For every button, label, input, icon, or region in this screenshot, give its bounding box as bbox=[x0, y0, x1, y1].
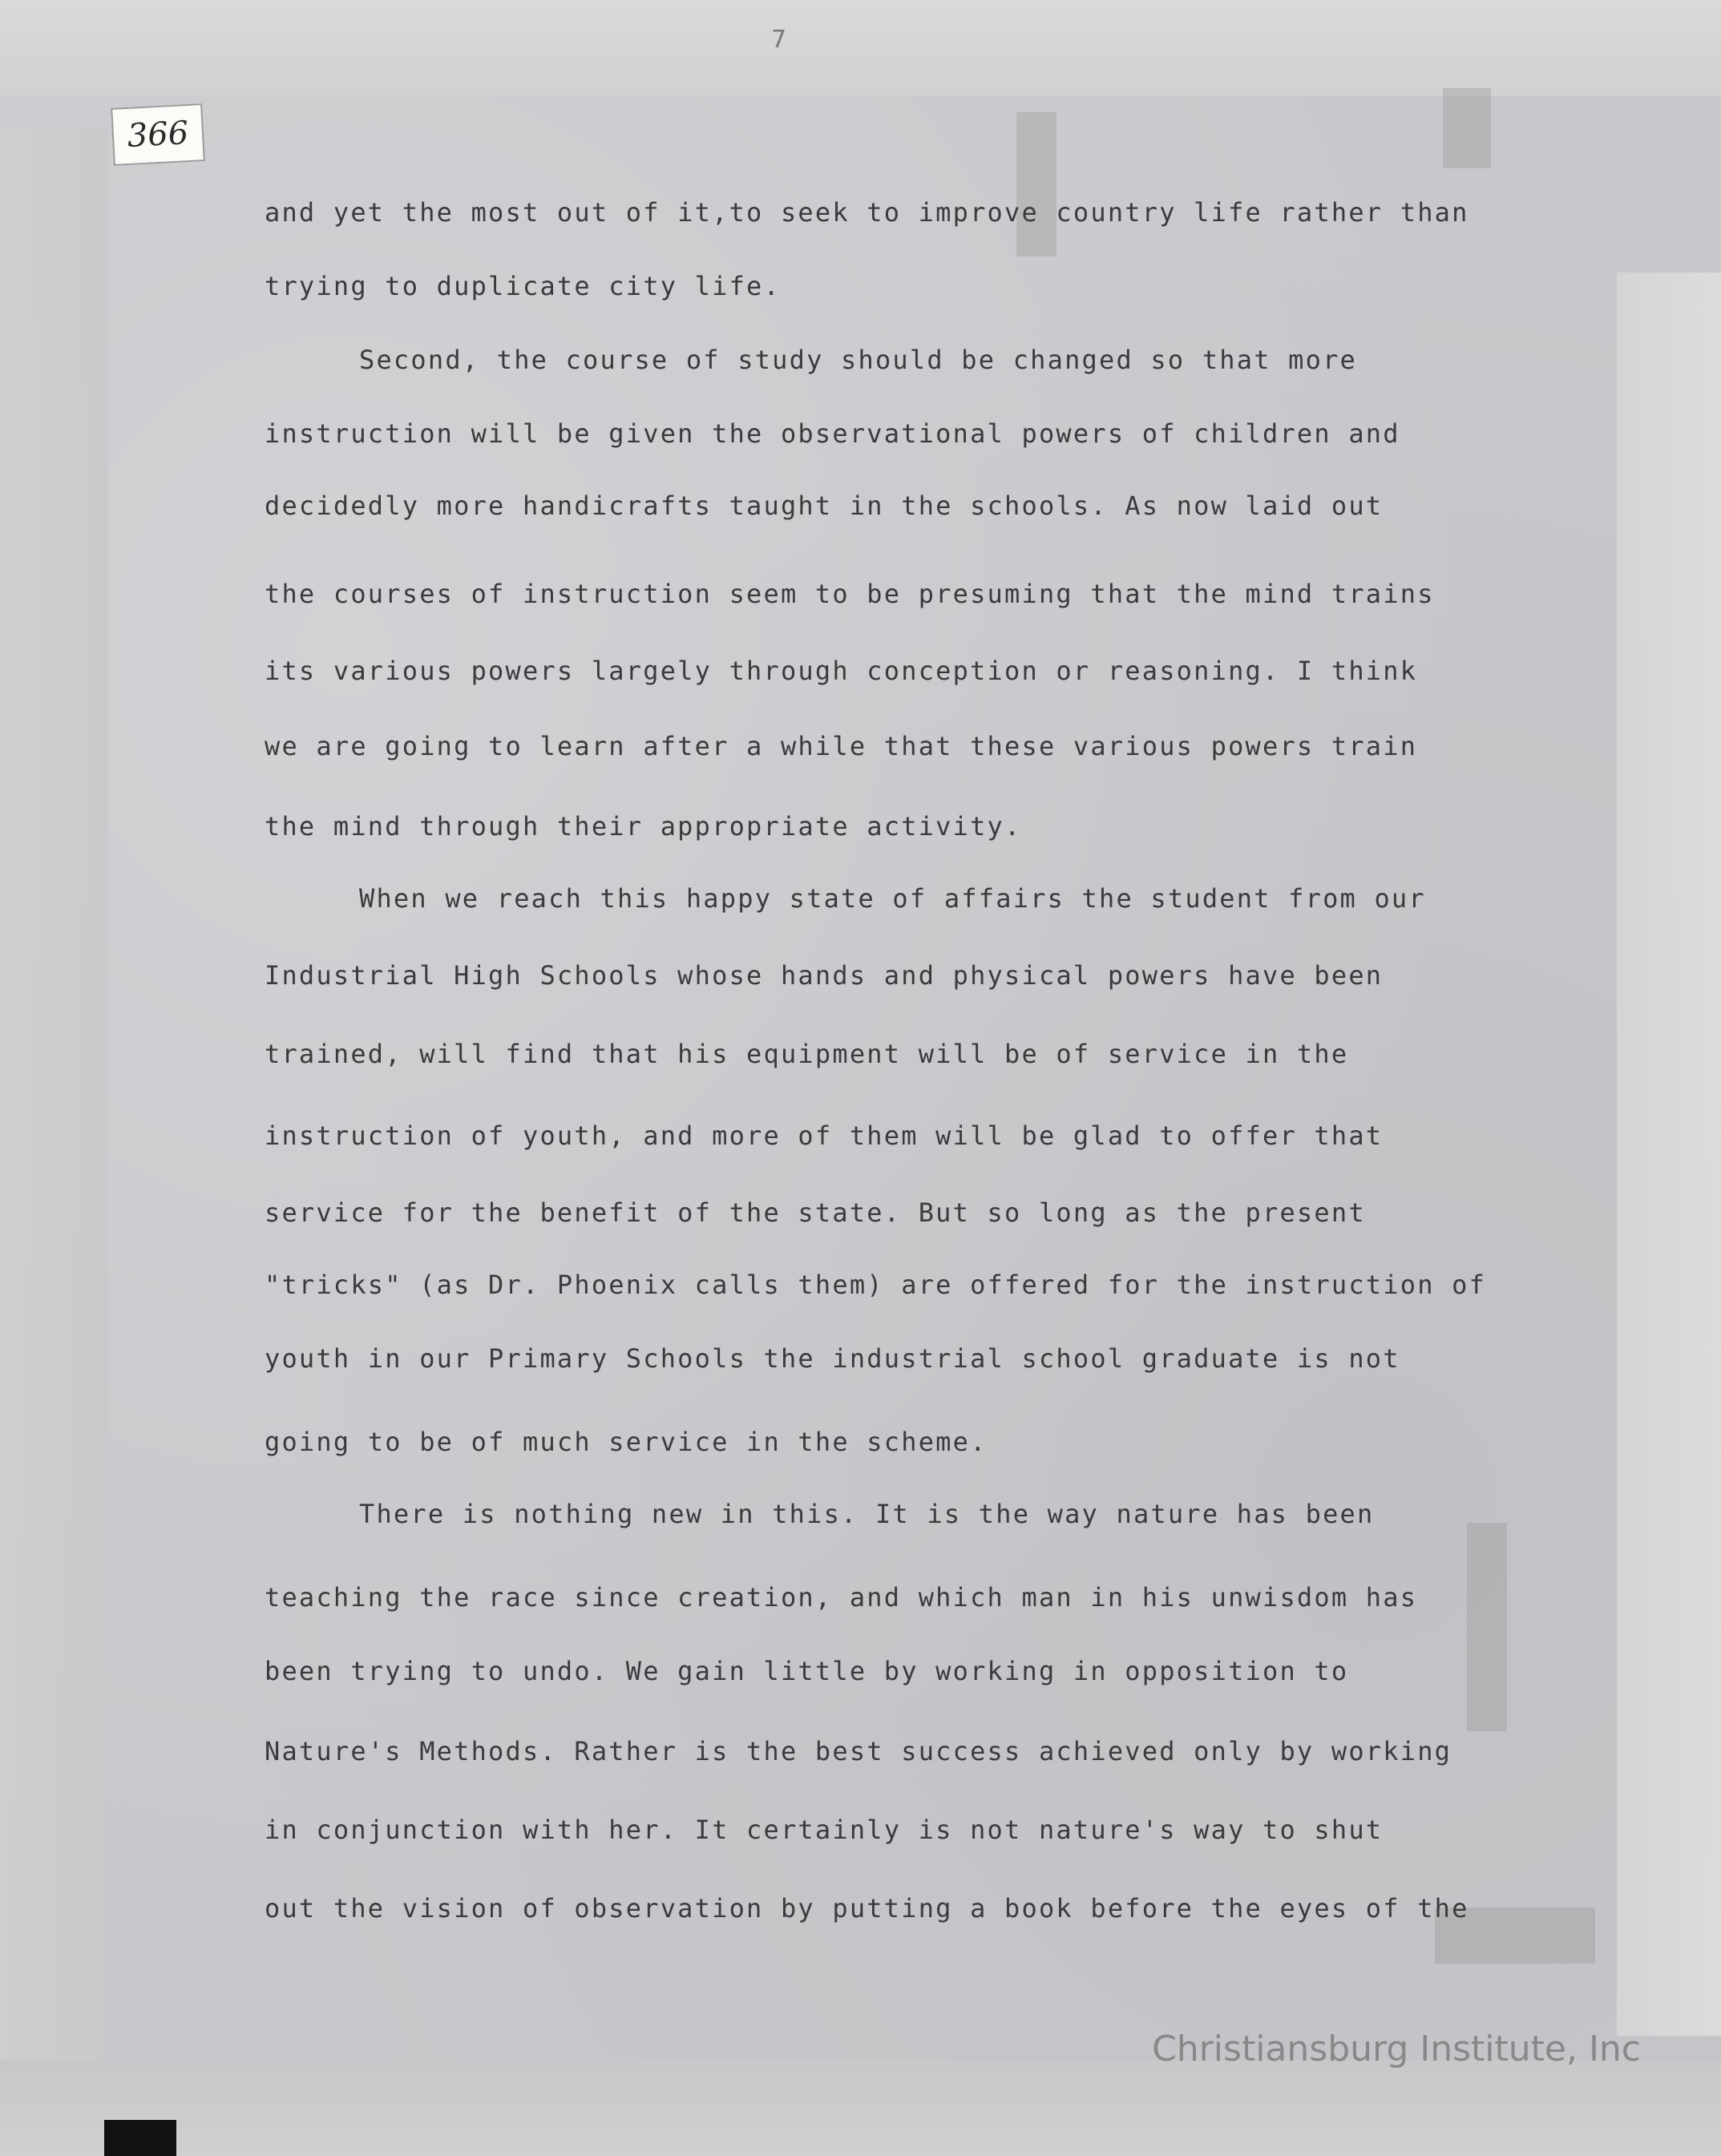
text-line: service for the benefit of the state. But so long as the present bbox=[265, 1197, 1366, 1228]
tissue-overlay-left bbox=[0, 128, 108, 2092]
text-line: out the vision of observation by putting a book before the eyes of the bbox=[265, 1893, 1469, 1924]
text-line: Second, the course of study should be changed so that more bbox=[359, 345, 1358, 375]
text-line: going to be of much service in the scheme. bbox=[265, 1427, 988, 1457]
text-line: the mind through their appropriate activity. bbox=[265, 811, 1022, 842]
text-line: instruction will be given the observational powers of children and bbox=[265, 418, 1400, 449]
tissue-overlay-right bbox=[1617, 273, 1721, 2036]
text-line: the courses of instruction seem to be presuming that the mind trains bbox=[265, 579, 1435, 609]
text-line: teaching the race since creation, and which man in his unwisdom has bbox=[265, 1582, 1418, 1613]
text-line: instruction of youth, and more of them will be glad to offer that bbox=[265, 1120, 1384, 1151]
text-line: decidedly more handicrafts taught in the schools. As now laid out bbox=[265, 491, 1384, 521]
text-line: trying to duplicate city life. bbox=[265, 271, 781, 301]
text-line: Industrial High Schools whose hands and physical powers have been bbox=[265, 960, 1384, 991]
text-line: youth in our Primary Schools the industrial school graduate is not bbox=[265, 1343, 1400, 1374]
text-line: trained, will find that his equipment will be of service in the bbox=[265, 1039, 1349, 1069]
tissue-overlay-bottom bbox=[0, 2060, 1721, 2156]
tape-strip bbox=[1016, 112, 1056, 256]
text-line: we are going to learn after a while that these various powers train bbox=[265, 731, 1418, 761]
tissue-overlay-top bbox=[0, 0, 1721, 96]
text-line: in conjunction with her. It certainly is not nature's way to shut bbox=[265, 1815, 1384, 1845]
page-number-label: 366 bbox=[111, 103, 205, 166]
text-line: There is nothing new in this. It is the way nature has been bbox=[359, 1499, 1375, 1529]
pencil-page-mark: 7 bbox=[771, 26, 787, 54]
tape-strip bbox=[1467, 1523, 1507, 1731]
scan-corner-shadow bbox=[104, 2120, 176, 2156]
text-line: Nature's Methods. Rather is the best success achieved only by working bbox=[265, 1736, 1452, 1766]
text-line: its various powers largely through conception or reasoning. I think bbox=[265, 656, 1418, 686]
text-line: and yet the most out of it,to seek to improve country life rather than bbox=[265, 197, 1469, 228]
text-line: been trying to undo. We gain little by working in opposition to bbox=[265, 1656, 1349, 1686]
watermark: Christiansburg Institute, Inc bbox=[1152, 2029, 1641, 2069]
tape-strip bbox=[1443, 88, 1491, 168]
text-line: When we reach this happy state of affairs the student from our bbox=[359, 883, 1426, 914]
text-line: "tricks" (as Dr. Phoenix calls them) are offered for the instruction of bbox=[265, 1270, 1487, 1300]
